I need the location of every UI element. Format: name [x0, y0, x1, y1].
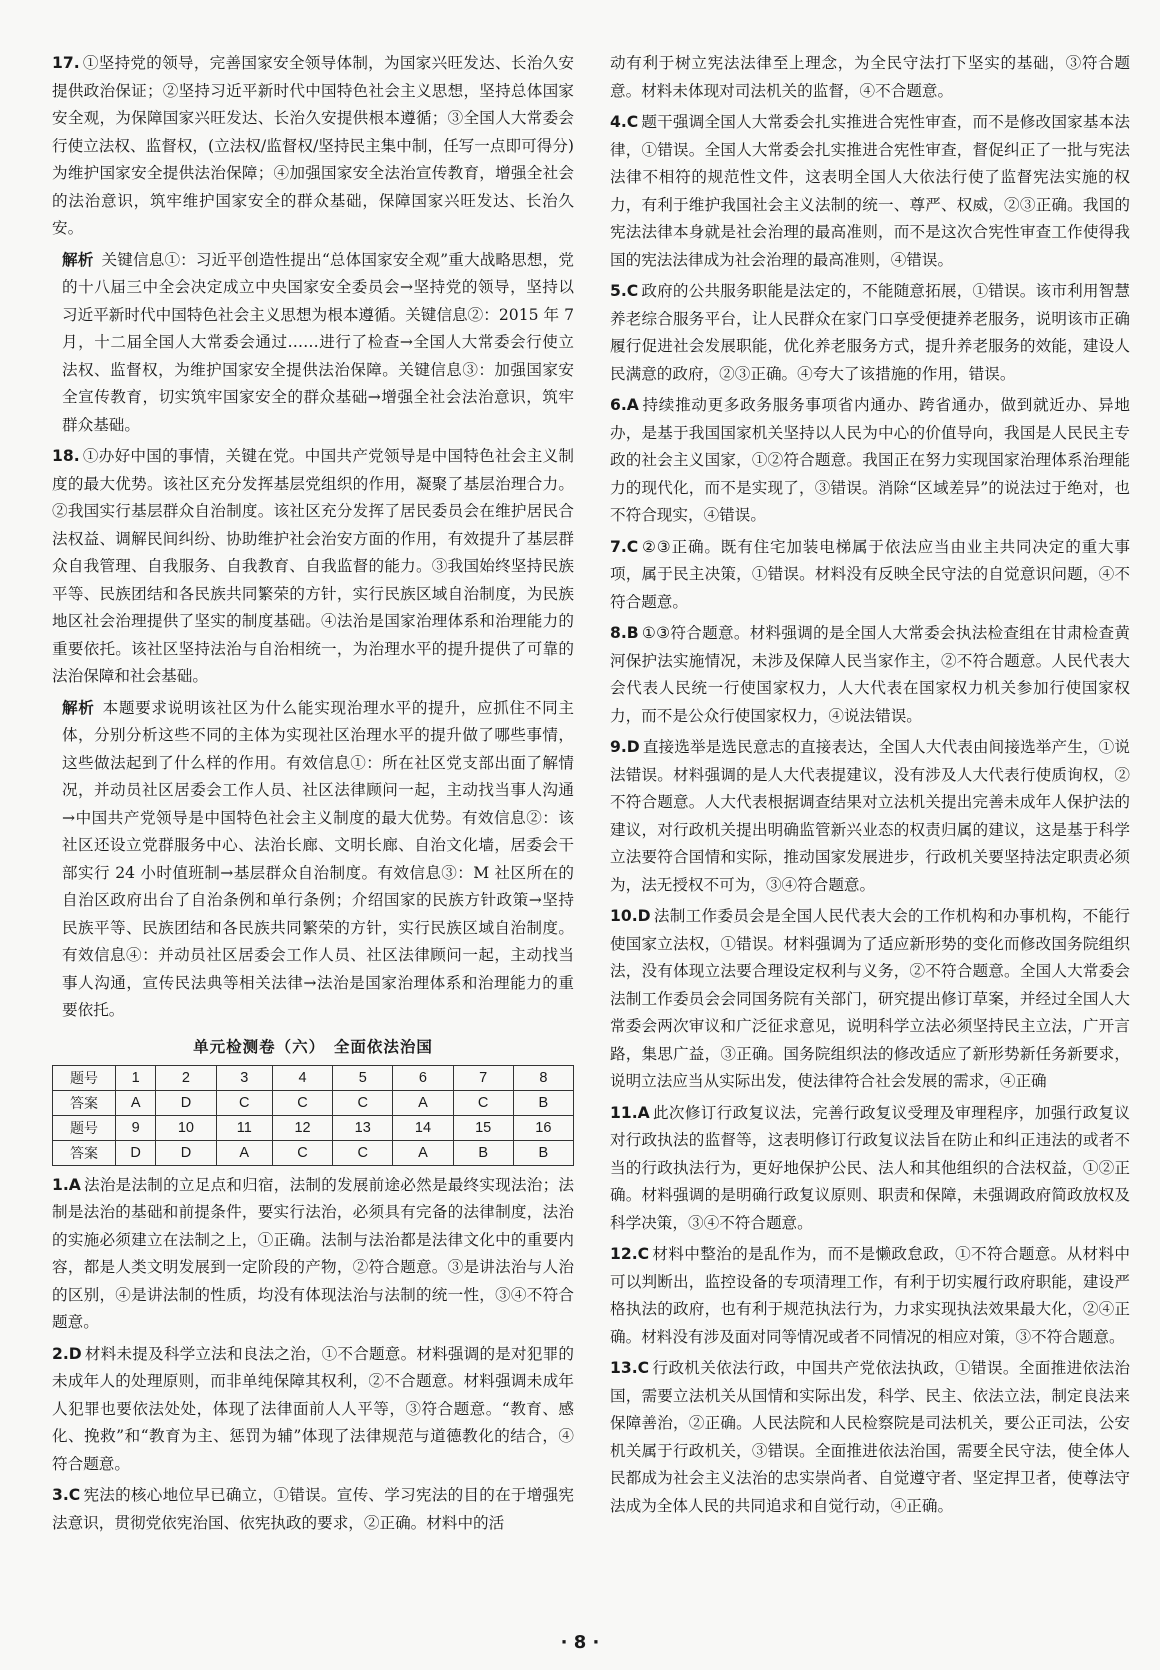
table-cell: 10	[156, 1115, 216, 1140]
answer-text: 题干强调全国人大常委会扎实推进合宪性审查，而不是修改国家基本法律，①错误。全国人大常委会扎实推进合宪性审查，督促纠正了一批与宪法法律不相符的规范性文件，这表明全国人大依法行使了监督宪法实施的权力，有利于维护我国社会主义法制的统一、尊严、权威，②③正确。我国的宪法法律本身就是社会治理的最高准则，而不是这次合宪性审查工作使得我国的宪法法律成为社会治理的最高准则，④错误。	[610, 113, 1130, 269]
answer-text: ②③正确。既有住宅加装电梯属于依法应当由业主共同决定的重大事项，属于民主决策，①错误。材料没有反映全民守法的自觉意识问题，④不符合题意。	[610, 537, 1130, 611]
table-header-cell: 答案	[53, 1140, 116, 1165]
answer-text: ①办好中国的事情，关键在党。中国共产党领导是中国特色社会主义制度的最大优势。该社区充分发挥基层党组织的作用，凝聚了基层治理合力。②我国实行基层群众自治制度。该社区充分发挥了居民委员会在维护居民合法权益、调解民间纠纷、协助维护社会治安方面的作用，有效提升了基层群众自我管理、自我服务、自我教育、自我监督的能力。③我国始终坚持民族平等、民族团结和各民族共同繁荣的方针，实行民族区域自治制度，为民族地区社会治理提供了坚实的制度基础。④法治是国家治理体系和治理能力的重要依托。该社区坚持法治与自治相统一，为治理水平的提升提供了可靠的法治保障和社会基础。	[52, 447, 574, 685]
answer-8	[610, 620, 1130, 730]
analysis-text: 关键信息①：习近平创造性提出“总体国家安全观”重大战略思想，党的十八届三中全会决定成立中央国家安全委员会→坚持党的领导，坚持以习近平新时代中国特色社会主义思想为根本遵循。关键信息②：2015 年 7 月，十二届全国人大常委会通过……进行了检查→全国人大常委会行使立法权、监督权，为维护国家安全提供法治保障。关键信息③：加强国家安全宣传教育，切实筑牢国家安全的群众基础→增强全社会法治意识，筑牢群众基础。	[62, 250, 574, 434]
table-row	[53, 1065, 574, 1090]
question-number: 1.A	[52, 1175, 81, 1194]
table-cell: C	[333, 1140, 393, 1165]
table-cell: B	[513, 1140, 573, 1165]
table-header-cell: 答案	[53, 1090, 116, 1115]
table-cell: 4	[272, 1065, 332, 1090]
table-cell: C	[272, 1140, 332, 1165]
question-number: 17.	[52, 54, 80, 72]
table-cell: C	[216, 1090, 272, 1115]
table-cell: 3	[216, 1065, 272, 1090]
answer-7	[610, 534, 1130, 617]
answer-text: 持续推动更多政务服务事项省内通办、跨省通办，做到就近办、异地办，是基于我国国家机关坚持以人民为中心的价值导向，我国是人民民主专政的社会主义国家，①②符合题意。我国正在努力实现国家治理体系治理能力的现代化，而不是实现了，③错误。消除“区域差异”的说法过于绝对，也不符合现实，④错误。	[610, 396, 1130, 524]
table-cell: 6	[393, 1065, 453, 1090]
answer-4	[610, 109, 1130, 274]
table-row	[53, 1090, 574, 1115]
table-cell: 15	[453, 1115, 513, 1140]
table-cell: B	[513, 1090, 573, 1115]
analysis-tag: 解析	[62, 250, 94, 269]
analysis-text: 本题要求说明该社区为什么能实现治理水平的提升，应抓住不同主体，分别分析这些不同的主体为实现社区治理水平的提升做了哪些事情，这些做法起到了什么样的作用。有效信息①：所在社区党支部出面了解情况，并动员社区居委会工作人员、社区法律顾问一起，主动找当事人沟通→中国共产党领导是中国特色社会主义制度的最大优势。有效信息②：该社区还设立党群服务中心、法治长廊、文明长廊、自治文化墙，居委会干部实行 24 小时值班制→基层群众自治制度。有效信息③：M 社区所在的自治区政府出台了自治条例和单行条例；介绍国家的民族方针政策→坚持民族平等、民族团结和各民族共同繁荣的方针，实行民族区域自治制度。有效信息④：并动员社区居委会工作人员、社区法律顾问一起，主动找当事人沟通，宣传民法典等相关法律→法治是国家治理体系和治理能力的重要依托。	[62, 698, 574, 1019]
answer-text: 材料未提及科学立法和良法之治，①不合题意。材料强调的是对犯罪的未成年人的处理原则，而非单纯保障其权利，②不合题意。材料强调未成年人犯罪也要依法处处，体现了法律面前人人平等，③符合题意。“教育、感化、挽救”和“教育为主、惩罚为辅”体现了法律规范与道德教化的结合，④符合题意。	[52, 1344, 574, 1473]
question-number: 4.C	[610, 113, 639, 131]
question-number: 3.C	[52, 1486, 81, 1504]
answer-10	[610, 903, 1130, 1096]
answer-3	[52, 1482, 574, 1537]
question-number: 18.	[52, 447, 80, 465]
table-cell: 13	[333, 1115, 393, 1140]
table-cell: 5	[333, 1065, 393, 1090]
question-number: 12.C	[610, 1245, 650, 1263]
table-cell: A	[393, 1140, 453, 1165]
question-number: 10.D	[610, 907, 651, 925]
table-cell: 11	[216, 1115, 272, 1140]
unit-title: 单元检测卷（六） 全面依法治国	[193, 1037, 433, 1056]
answer-text: ①坚持党的领导，完善国家安全领导体制，为国家兴旺发达、长治久安提供政治保证；②坚持习近平新时代中国特色社会主义思想，坚持总体国家安全观，为保障国家兴旺发达、长治久安提供根本遵循；③全国人大常委会行使立法权、监督权，(立法权/监督权/坚持民主集中制，任写一点即可得分)为维护国家安全提供法治保障；④加强国家安全法治宣传教育，增强全社会的法治意识，筑牢维护国家安全的群众基础，保障国家兴旺发达、长治久安。	[52, 54, 574, 237]
answer-text: 宪法的核心地位早已确立，①错误。宣传、学习宪法的目的在于增强宪法意识，贯彻党依宪治国、依宪执政的要求，②正确。材料中的活	[52, 1486, 574, 1532]
table-cell: 7	[453, 1065, 513, 1090]
answer-text: 材料中整治的是乱作为，而不是懒政怠政，①不符合题意。从材料中可以判断出，监控设备的专项清理工作，有利于切实履行政府职能，建设严格执法的政府，也有利于规范执法行为，力求实现执法效果最大化，②④正确。材料没有涉及面对同等情况或者不同情况的相应对策，③不符合题意。	[610, 1245, 1130, 1346]
left-column	[52, 50, 574, 1610]
right-column	[610, 50, 1130, 1610]
table-cell: D	[156, 1140, 216, 1165]
question-number: 5.C	[610, 282, 639, 300]
answer-text: 政府的公共服务职能是法定的，不能随意拓展，①错误。该市利用智慧养老综合服务平台，让人民群众在家门口享受便捷养老服务，说明该市正确履行促进社会发展职能，优化养老服务方式，提升养老服务的效能，建设人民满意的政府，②③正确。④夸大了该措施的作用，错误。	[610, 282, 1130, 383]
table-cell: 14	[393, 1115, 453, 1140]
question-number: 8.B	[610, 624, 639, 642]
question-number: 11.A	[610, 1103, 650, 1122]
answer-table	[52, 1065, 574, 1166]
question-number: 2.D	[52, 1344, 82, 1363]
table-cell: A	[393, 1090, 453, 1115]
question-number: 6.A	[610, 396, 639, 414]
table-cell: C	[272, 1090, 332, 1115]
answer-13	[610, 1355, 1130, 1520]
table-cell: D	[116, 1140, 156, 1165]
table-header-cell: 题号	[53, 1065, 116, 1090]
analysis-17	[52, 247, 574, 440]
answer-11	[610, 1100, 1130, 1238]
page-number: · 8 ·	[560, 1632, 600, 1653]
table-cell: 2	[156, 1065, 216, 1090]
table-cell: D	[156, 1090, 216, 1115]
answer-6	[610, 392, 1130, 530]
table-cell: A	[216, 1140, 272, 1165]
question-number: 7.C	[610, 537, 639, 556]
table-header-cell: 题号	[53, 1115, 116, 1140]
answer-1	[52, 1172, 574, 1337]
question-number: 13.C	[610, 1359, 650, 1377]
table-row	[53, 1140, 574, 1165]
table-cell: 9	[116, 1115, 156, 1140]
answer-17	[52, 50, 574, 243]
analysis-18	[52, 695, 574, 1025]
question-number: 9.D	[610, 738, 640, 756]
table-row	[53, 1115, 574, 1140]
table-cell: A	[116, 1090, 156, 1115]
table-cell: C	[453, 1090, 513, 1115]
answer-9	[610, 734, 1130, 899]
answer-5	[610, 278, 1130, 388]
answer-text: 法治是法制的立足点和归宿，法制的发展前途必然是最终实现法治；法制是法治的基础和前提条件，要实行法治，必须具有完备的法律制度，法治的实施必须建立在法制之上，①正确。法制与法治都是法律文化中的重要内容，都是人类文明发展到一定阶段的产物，②符合题意。③是讲法治与人治的区别，④是讲法制的性质，均没有体现法治与法制的统一性，③④不符合题意。	[52, 1175, 574, 1331]
table-cell: 12	[272, 1115, 332, 1140]
answer-text: 法制工作委员会是全国人民代表大会的工作机构和办事机构，不能行使国家立法权，①错误。材料强调为了适应新形势的变化而修改国务院组织法，没有体现立法要合理设定权利与义务，②不符合题意。全国人大常委会法制工作委员会会同国务院有关部门，研究提出修订草案，并经过全国人大常委会两次审议和广泛征求意见，说明科学立法必须坚持民主立法，广开言路，集思广益，③正确。国务院组织法的修改适应了新形势新任务新要求，说明立法应当从实际出发，使法律符合社会发展的需求，④正确	[610, 907, 1130, 1090]
answer-2	[52, 1341, 574, 1479]
table-cell: 8	[513, 1065, 573, 1090]
answer-text: 此次修订行政复议法，完善行政复议受理及审理程序，加强行政复议对行政执法的监督等，这表明修订行政复议法旨在防止和纠正违法的或者不当的行政执法行为，更好地保护公民、法人和其他组织的合法权益，①②正确。材料强调的是明确行政复议原则、职责和保障，未强调政府简政放权及科学决策，③④不符合题意。	[610, 1103, 1130, 1232]
table-cell: B	[453, 1140, 513, 1165]
answer-text: 直接选举是选民意志的直接表达，全国人大代表由间接选举产生，①说法错误。材料强调的是人大代表提建议，没有涉及人大代表行使质询权，②不符合题意。人大代表根据调查结果对立法机关提出完善未成年人保护法的建议，对行政机关提出明确监管新兴业态的权责归属的建议，这是基于科学立法要符合国情和实际，推动国家发展进步，行政机关要坚持法定职责必须为，法无授权不可为，③④符合题意。	[610, 738, 1130, 894]
table-cell: C	[333, 1090, 393, 1115]
answer-3-continued: 动有利于树立宪法法律至上理念，为全民守法打下坚实的基础，③符合题意。材料未体现对司法机关的监督，④不合题意。	[610, 54, 1130, 100]
answer-text: ①③符合题意。材料强调的是全国人大常委会执法检查组在甘肃检查黄河保护法实施情况，未涉及保障人民当家作主，②不符合题意。人民代表大会代表人民统一行使国家权力，人大代表在国家权力机关参加行使国家权力，而不是公众行使国家权力，④说法错误。	[610, 624, 1130, 725]
answer-text: 行政机关依法行政，中国共产党依法执政，①错误。全面推进依法治国，需要立法机关从国情和实际出发，科学、民主、依法立法，制定良法来保障善治，②正确。人民法院和人民检察院是司法机关，要公正司法，公安机关属于行政机关，③错误。全面推进依法治国，需要全民守法，使全体人民都成为社会主义法治的忠实崇尚者、自觉遵守者、坚定捍卫者，使尊法守法成为全体人民的共同追求和自觉行动，④正确。	[610, 1359, 1130, 1515]
answer-12	[610, 1241, 1130, 1351]
table-cell: 1	[116, 1065, 156, 1090]
table-cell: 16	[513, 1115, 573, 1140]
analysis-tag: 解析	[62, 698, 95, 717]
answer-18	[52, 443, 574, 691]
